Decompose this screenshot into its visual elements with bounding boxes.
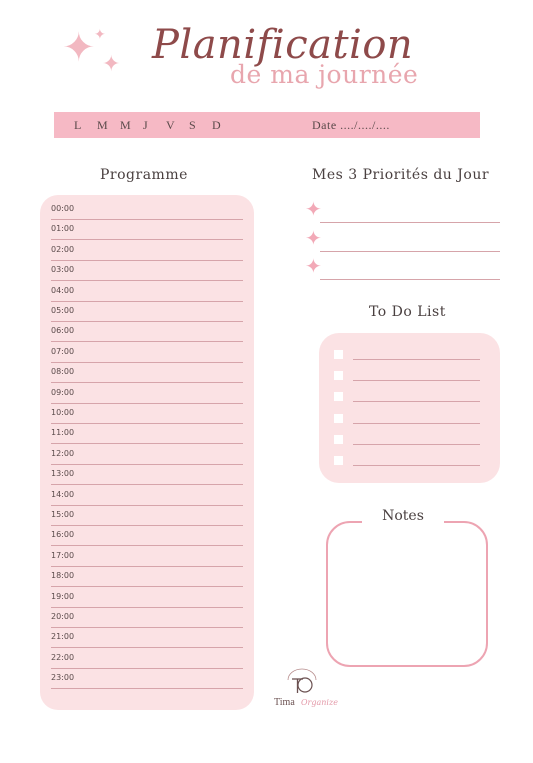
hour-label: 16:00 [51,530,75,540]
todo-panel [319,333,500,483]
todo-line [353,444,480,445]
hour-line [51,668,243,669]
hour-label: 02:00 [51,244,75,254]
hour-line [51,627,243,628]
hour-row[interactable] [51,202,243,220]
todo-item[interactable] [334,412,480,424]
weekday-monday[interactable]: L [74,117,82,132]
hour-label: 10:00 [51,408,75,417]
hour-line [51,260,243,261]
todo-line [353,359,480,360]
hour-line [51,301,243,302]
todo-line [353,380,480,381]
hour-label: 00:00 [51,204,75,213]
hour-row[interactable] [51,345,243,363]
page-subtitle: de ma journée [230,60,419,89]
hour-row[interactable] [51,243,243,261]
brand-logo [270,667,336,713]
programme-title: Programme [100,167,188,183]
hour-line [51,443,243,444]
todo-checkbox[interactable] [334,371,343,380]
hour-row[interactable] [51,488,243,506]
weekday-tuesday[interactable]: M [97,117,109,132]
hour-row[interactable] [51,508,243,526]
todo-checkbox[interactable] [334,392,343,401]
hour-line [51,423,243,424]
hour-line [51,382,243,383]
hour-row[interactable] [51,406,243,424]
todo-item[interactable] [334,454,480,466]
hour-label: 20:00 [51,612,75,621]
priority-item[interactable] [305,256,500,280]
hour-label: 05:00 [51,306,75,315]
sparkle-small-icon: ✦ [94,27,106,43]
hour-row[interactable] [51,365,243,383]
hour-row[interactable] [51,426,243,444]
priority-line [320,222,500,223]
priority-line [320,279,500,280]
hour-line [51,341,243,342]
notes-box[interactable] [326,521,488,667]
hour-label: 06:00 [51,326,75,336]
notes-title: Notes [362,508,444,524]
hour-row[interactable] [51,467,243,485]
sparkle-medium-icon: ✦ [102,52,121,77]
priority-item[interactable] [305,228,500,252]
hour-line [51,280,243,281]
hour-label: 18:00 [51,571,75,581]
hour-line [51,219,243,220]
hour-row[interactable] [51,284,243,302]
priorities-title: Mes 3 Priorités du Jour [312,167,490,183]
todo-item[interactable] [334,390,480,402]
sparkle-large-icon: ✦ [62,25,96,71]
hour-row[interactable] [51,590,243,608]
hour-row[interactable] [51,569,243,587]
todo-line [353,423,480,424]
hour-row[interactable] [51,222,243,240]
weekday-sunday[interactable]: D [212,117,222,132]
hour-row[interactable] [51,549,243,567]
hour-label: 08:00 [51,367,75,377]
todo-checkbox[interactable] [334,435,343,444]
hour-label: 07:00 [51,346,75,356]
hour-line [51,403,243,404]
hour-row[interactable] [51,263,243,281]
weekday-saturday[interactable]: S [189,117,197,132]
hour-label: 13:00 [51,469,75,479]
hour-label: 22:00 [51,652,75,662]
todo-title: To Do List [369,304,446,320]
hour-line [51,525,243,526]
hour-row[interactable] [51,671,243,689]
date-bar [54,112,480,138]
hour-line [51,362,243,363]
hour-row[interactable] [51,610,243,628]
sparkle-icon: ✦ [305,226,322,250]
weekday-thursday[interactable]: J [143,117,149,132]
todo-line [353,401,480,402]
hour-label: 03:00 [51,265,75,275]
hour-row[interactable] [51,386,243,404]
hour-line [51,566,243,567]
todo-item[interactable] [334,433,480,445]
hour-line [51,484,243,485]
hour-label: 21:00 [51,632,75,642]
priority-item[interactable] [305,199,500,223]
hour-label: 09:00 [51,387,75,397]
page-title: Planification [152,22,414,68]
hour-label: 14:00 [51,489,75,499]
todo-item[interactable] [334,369,480,381]
hour-label: 04:00 [51,285,75,295]
brand-name: Tima [274,697,295,708]
hour-line [51,688,243,689]
hour-label: 17:00 [51,550,75,560]
hour-line [51,505,243,506]
todo-checkbox[interactable] [334,456,343,465]
hour-row[interactable] [51,447,243,465]
hour-row[interactable] [51,651,243,669]
todo-item[interactable] [334,348,480,360]
hour-row[interactable] [51,304,243,322]
todo-line [353,465,480,466]
brand-monogram-icon [285,667,319,697]
hour-label: 12:00 [51,448,75,458]
hour-row[interactable] [51,324,243,342]
sparkle-icon: ✦ [305,254,322,278]
weekday-list [74,118,235,133]
hour-label: 19:00 [51,591,75,601]
hour-label: 23:00 [51,673,75,683]
hour-label: 01:00 [51,224,75,234]
hour-line [51,239,243,240]
hour-line [51,545,243,546]
priority-line [320,251,500,252]
weekday-friday[interactable]: V [166,117,176,132]
todo-checkbox[interactable] [334,350,343,359]
hour-line [51,586,243,587]
hour-line [51,647,243,648]
programme-panel [40,195,254,710]
hour-row[interactable] [51,630,243,648]
hour-label: 11:00 [51,428,75,438]
hour-line [51,607,243,608]
hour-label: 15:00 [51,510,75,519]
date-field[interactable]: Date ..../..../.... [312,118,390,132]
hour-line [51,321,243,322]
sparkle-icon: ✦ [305,197,322,221]
hour-row[interactable] [51,528,243,546]
todo-checkbox[interactable] [334,414,343,423]
brand-script: Organize [301,698,338,707]
hour-line [51,464,243,465]
weekday-wednesday[interactable]: M [120,117,132,132]
